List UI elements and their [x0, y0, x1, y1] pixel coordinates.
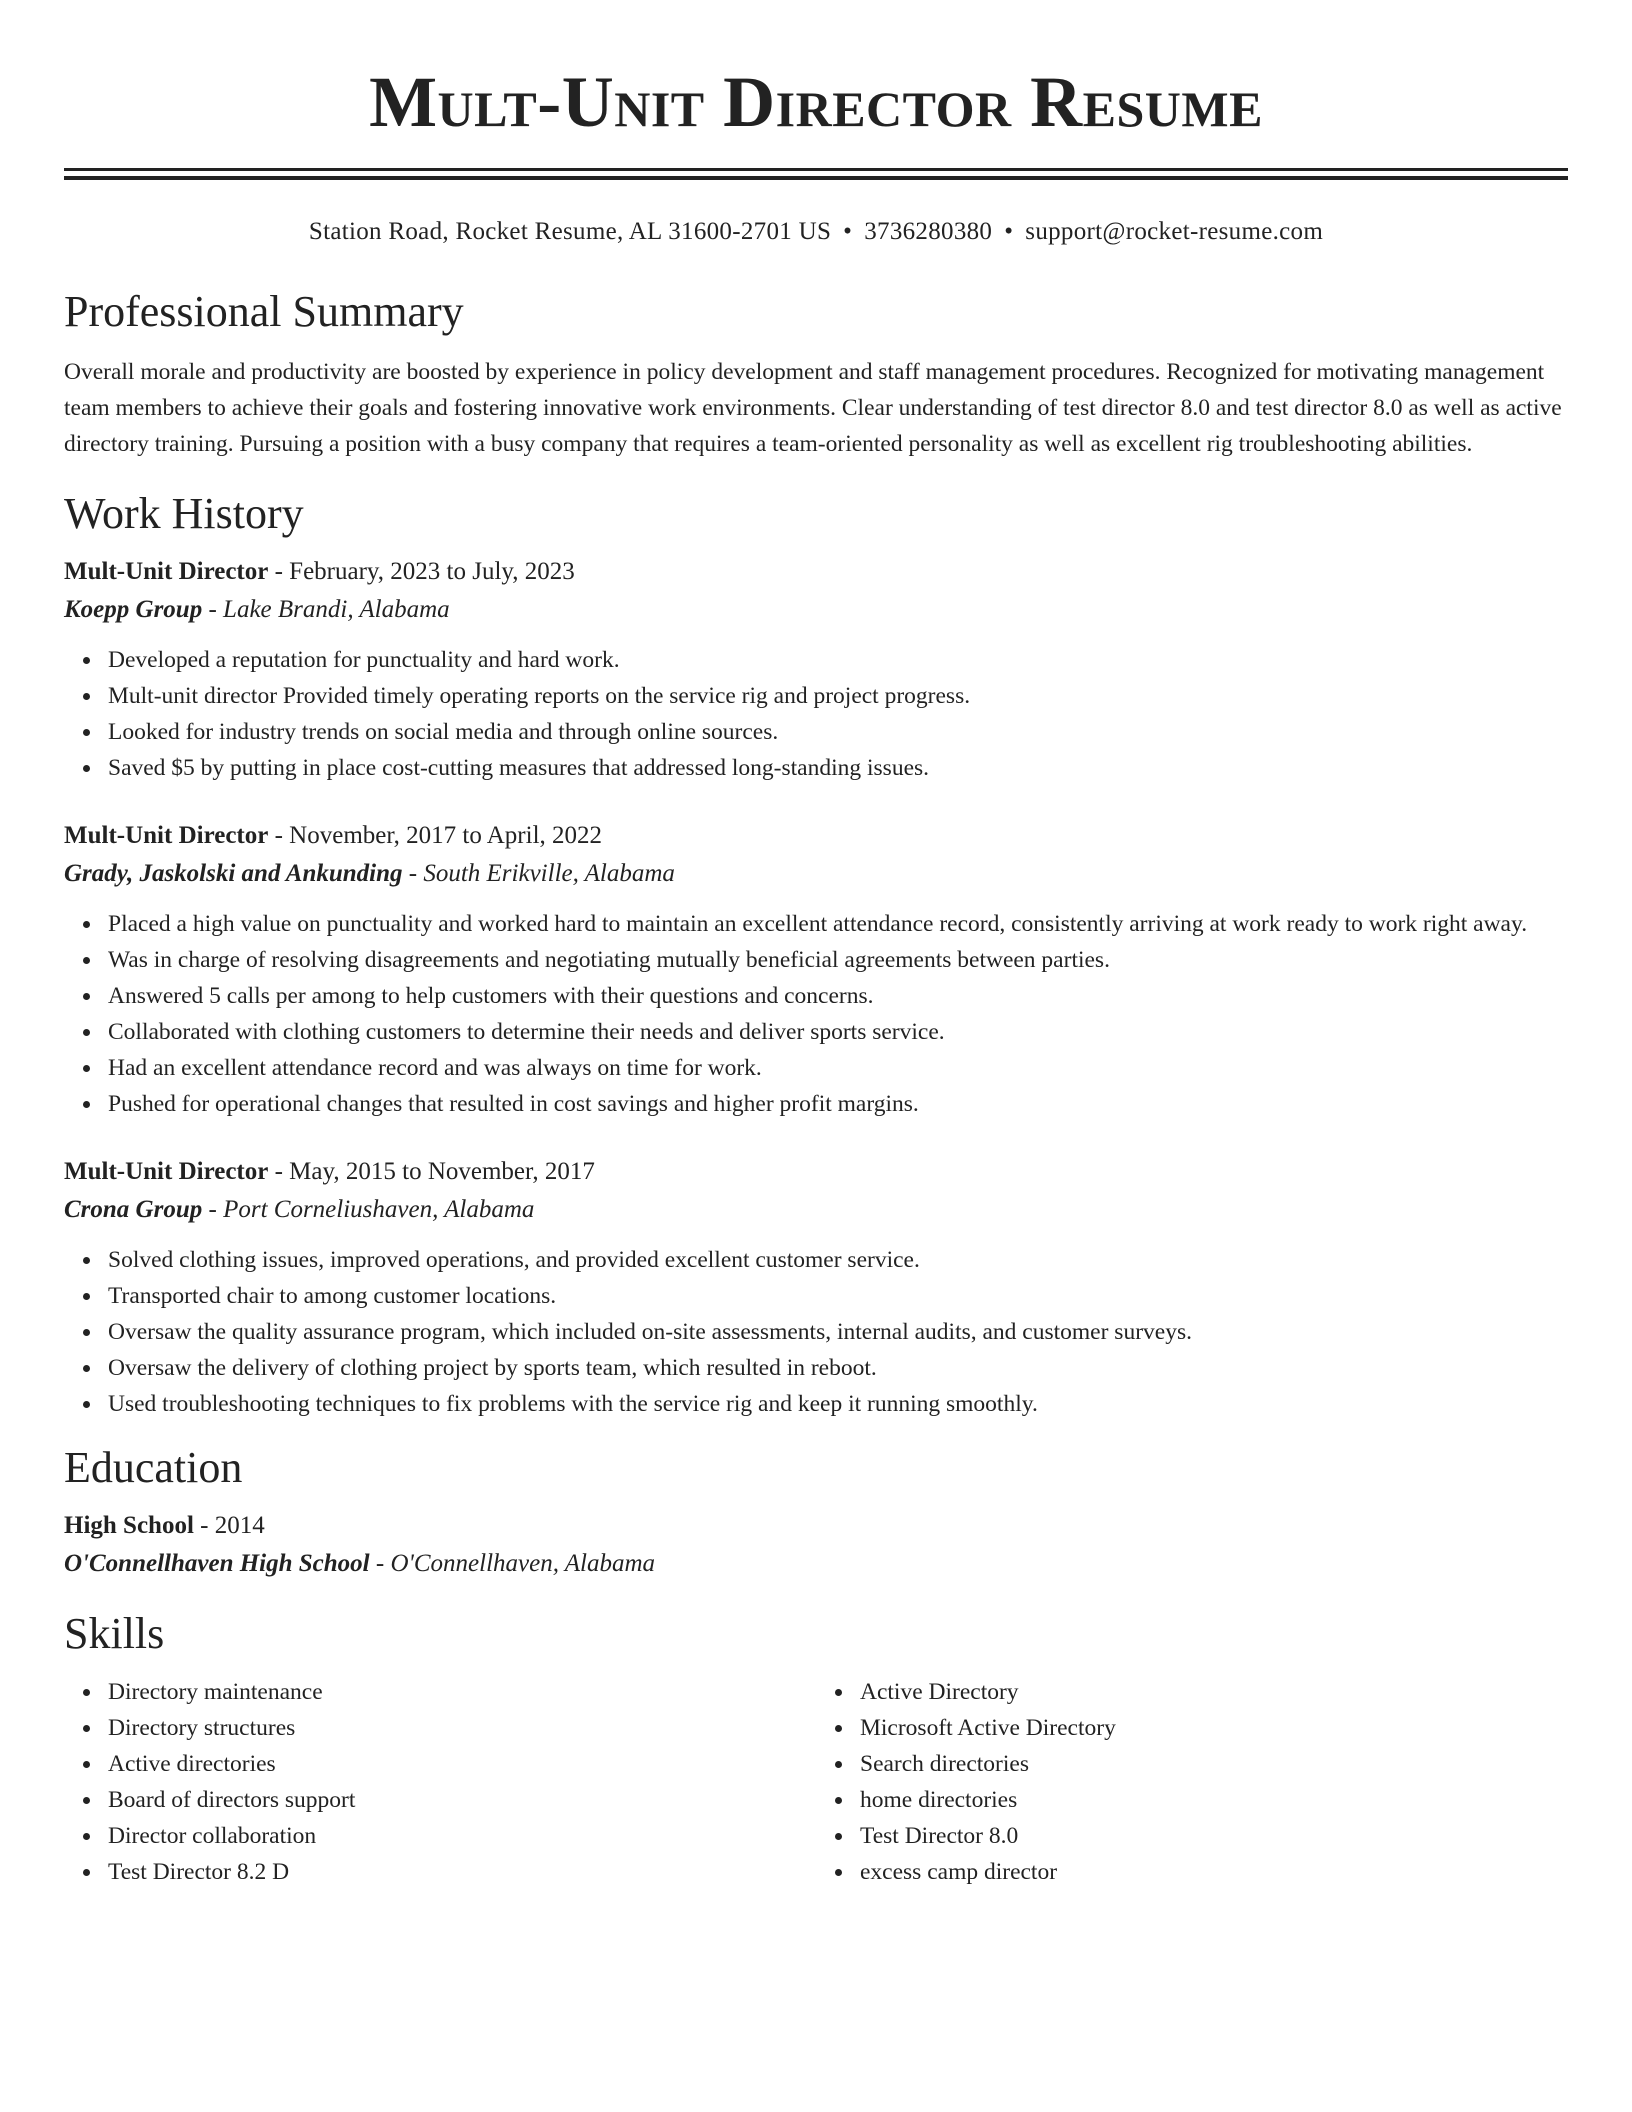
contact-address: Station Road, Rocket Resume, AL 31600-2701 US: [308, 218, 832, 245]
job-title: Mult-Unit Director: [64, 822, 269, 849]
job-bullet-list: [64, 1242, 1568, 1422]
skill-item: Test Director 8.2 D: [108, 1854, 816, 1890]
education-school-line: [64, 1546, 1568, 1582]
skills-list-left: [64, 1674, 816, 1890]
job-bullet: Answered 5 calls per among to help customers with their questions and concerns.: [108, 978, 1568, 1014]
summary-heading: Professional Summary: [64, 287, 464, 336]
contact-email: support@rocket-resume.com: [1025, 218, 1324, 245]
education-year: - 2014: [193, 1512, 265, 1539]
job-bullet: Collaborated with clothing customers to determine their needs and deliver sports service.: [108, 1014, 1568, 1050]
job-company: Koepp Group: [64, 596, 203, 623]
job-location: - South Erikville, Alabama: [402, 860, 675, 887]
skill-item: Director collaboration: [108, 1818, 816, 1854]
job-location: - Port Corneliushaven, Alabama: [202, 1196, 535, 1223]
education-school: O'Connellhaven High School: [64, 1550, 370, 1577]
job-title: Mult-Unit Director: [64, 558, 269, 585]
job-bullet-list: [64, 906, 1568, 1122]
job-bullet: Had an excellent attendance record and was always on time for work.: [108, 1050, 1568, 1086]
skill-item: home directories: [860, 1782, 1568, 1818]
job-bullet: Was in charge of resolving disagreements and negotiating mutually beneficial agreements between parties.: [108, 942, 1568, 978]
skill-item: Microsoft Active Directory: [860, 1710, 1568, 1746]
job-title-line: [64, 554, 1568, 590]
job-title: Mult-Unit Director: [64, 1158, 269, 1185]
skills-heading: Skills: [64, 1609, 165, 1658]
job-bullet: Oversaw the quality assurance program, which included on-site assessments, internal audits, and customer surveys.: [108, 1314, 1568, 1350]
skill-item: Test Director 8.0: [860, 1818, 1568, 1854]
skill-item: Board of directors support: [108, 1782, 816, 1818]
job-entry: [64, 554, 1568, 786]
skill-item: Search directories: [860, 1746, 1568, 1782]
job-bullet-list: [64, 642, 1568, 786]
contact-separator: •: [1004, 218, 1014, 245]
skill-item: Active directories: [108, 1746, 816, 1782]
job-company-line: [64, 592, 1568, 628]
job-bullet: Oversaw the delivery of clothing project by sports team, which resulted in reboot.: [108, 1350, 1568, 1386]
job-bullet: Developed a reputation for punctuality and hard work.: [108, 642, 1568, 678]
skills-list-right: [816, 1674, 1568, 1890]
contact-line: [64, 216, 1568, 248]
job-bullet: Saved $5 by putting in place cost-cutting measures that addressed long-standing issues.: [108, 750, 1568, 786]
contact-separator: •: [843, 218, 853, 245]
education-heading: Education: [64, 1443, 243, 1492]
contact-phone: 3736280380: [864, 218, 993, 245]
resume-title: Mult-Unit Director Resume: [369, 62, 1263, 142]
education-degree-line: [64, 1508, 1568, 1544]
job-entry: [64, 1154, 1568, 1422]
job-bullet: Pushed for operational changes that resulted in cost savings and higher profit margins.: [108, 1086, 1568, 1122]
title-rule-top: [64, 168, 1568, 171]
job-company-line: [64, 1192, 1568, 1228]
summary-text: Overall morale and productivity are boosted by experience in policy development and staff management procedures. Recognized for motivating management team members to achieve their goals and fostering innovative work environments. Clear understanding of test director 8.0 and test director 8.0 as well as active directory training. Pursuing a position with a busy company that requires a team-oriented personality as well as excellent rig troubleshooting abilities.: [64, 359, 1562, 457]
job-title-line: [64, 1154, 1568, 1190]
skill-item: Directory maintenance: [108, 1674, 816, 1710]
job-bullet: Looked for industry trends on social media and through online sources.: [108, 714, 1568, 750]
education-entry: [64, 1508, 1568, 1582]
skill-item: Active Directory: [860, 1674, 1568, 1710]
skill-item: excess camp director: [860, 1854, 1568, 1890]
job-bullet: Solved clothing issues, improved operations, and provided excellent customer service.: [108, 1242, 1568, 1278]
education-location: - O'Connellhaven, Alabama: [369, 1550, 656, 1577]
work-history-heading: Work History: [64, 489, 304, 538]
job-entry: [64, 818, 1568, 1122]
job-bullet: Transported chair to among customer locations.: [108, 1278, 1568, 1314]
job-bullet: Used troubleshooting techniques to fix problems with the service rig and keep it running smoothly.: [108, 1386, 1568, 1422]
job-dates: - May, 2015 to November, 2017: [268, 1158, 595, 1185]
job-bullet: Mult-unit director Provided timely operating reports on the service rig and project progress.: [108, 678, 1568, 714]
job-company: Crona Group: [64, 1196, 203, 1223]
job-company-line: [64, 856, 1568, 892]
skills-grid: [64, 1674, 1568, 1890]
job-dates: - February, 2023 to July, 2023: [268, 558, 575, 585]
job-bullet: Placed a high value on punctuality and worked hard to maintain an excellent attendance record, consistently arriving at work ready to work right away.: [108, 906, 1568, 942]
job-dates: - November, 2017 to April, 2022: [268, 822, 603, 849]
job-company: Grady, Jaskolski and Ankunding: [64, 860, 403, 887]
skill-item: Directory structures: [108, 1710, 816, 1746]
title-rule-bottom: [64, 176, 1568, 180]
job-title-line: [64, 818, 1568, 854]
education-degree: High School: [64, 1512, 194, 1539]
job-location: - Lake Brandi, Alabama: [202, 596, 450, 623]
